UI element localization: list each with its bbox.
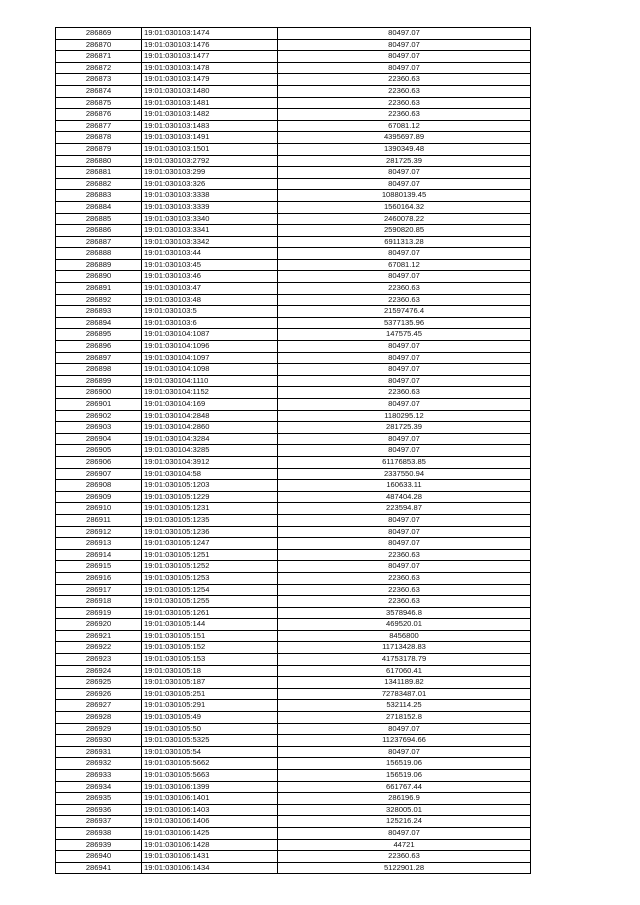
cadastral-number: 19:01:030106:1431 [142, 851, 278, 863]
table-row [56, 514, 531, 526]
cadastral-value: 1180295.12 [278, 410, 531, 422]
table-row [56, 167, 531, 179]
cadastral-value: 22360.63 [278, 596, 531, 608]
row-number: 286892 [56, 294, 142, 306]
cadastral-number: 19:01:030105:1255 [142, 596, 278, 608]
table-row [56, 735, 531, 747]
cadastral-number: 19:01:030103:2792 [142, 155, 278, 167]
cadastral-number: 19:01:030106:1434 [142, 862, 278, 874]
cadastral-number: 19:01:030105:54 [142, 746, 278, 758]
row-number: 286926 [56, 688, 142, 700]
cadastral-number: 19:01:030103:3339 [142, 201, 278, 213]
table-row [56, 862, 531, 874]
cadastral-number: 19:01:030103:3342 [142, 236, 278, 248]
cadastral-value: 6911313.28 [278, 236, 531, 248]
row-number: 286922 [56, 642, 142, 654]
cadastral-number: 19:01:030103:1480 [142, 85, 278, 97]
table-row [56, 456, 531, 468]
row-number: 286878 [56, 132, 142, 144]
table-row [56, 213, 531, 225]
row-number: 286924 [56, 665, 142, 677]
cadastral-number: 19:01:030105:152 [142, 642, 278, 654]
cadastral-value: 223594.87 [278, 503, 531, 515]
row-number: 286877 [56, 120, 142, 132]
cadastral-value: 80497.07 [278, 248, 531, 260]
table-row [56, 341, 531, 353]
row-number: 286927 [56, 700, 142, 712]
table-row [56, 654, 531, 666]
table-row [56, 584, 531, 596]
row-number: 286888 [56, 248, 142, 260]
table-row [56, 712, 531, 724]
cadastral-value: 80497.07 [278, 364, 531, 376]
row-number: 286884 [56, 201, 142, 213]
table-row [56, 839, 531, 851]
table-row [56, 700, 531, 712]
row-number: 286885 [56, 213, 142, 225]
row-number: 286880 [56, 155, 142, 167]
row-number: 286904 [56, 433, 142, 445]
cadastral-value: 61176853.85 [278, 456, 531, 468]
cadastral-value: 532114.25 [278, 700, 531, 712]
row-number: 286917 [56, 584, 142, 596]
row-number: 286875 [56, 97, 142, 109]
row-number: 286941 [56, 862, 142, 874]
cadastral-number: 19:01:030103:5 [142, 306, 278, 318]
cadastral-value: 5122901.28 [278, 862, 531, 874]
table-row [56, 352, 531, 364]
cadastral-number: 19:01:030104:169 [142, 399, 278, 411]
table-row [56, 62, 531, 74]
row-number: 286907 [56, 468, 142, 480]
table-row [56, 630, 531, 642]
cadastral-value: 80497.07 [278, 399, 531, 411]
row-number: 286930 [56, 735, 142, 747]
cadastral-number: 19:01:030104:3284 [142, 433, 278, 445]
cadastral-value: 10880139.45 [278, 190, 531, 202]
cadastral-number: 19:01:030106:1425 [142, 827, 278, 839]
cadastral-number: 19:01:030105:49 [142, 712, 278, 724]
cadastral-number: 19:01:030104:1110 [142, 375, 278, 387]
row-number: 286870 [56, 39, 142, 51]
row-number: 286921 [56, 630, 142, 642]
cadastral-number: 19:01:030106:1399 [142, 781, 278, 793]
cadastral-value: 22360.63 [278, 74, 531, 86]
row-number: 286908 [56, 480, 142, 492]
row-number: 286934 [56, 781, 142, 793]
cadastral-value: 22360.63 [278, 584, 531, 596]
table-row [56, 491, 531, 503]
table-row [56, 665, 531, 677]
cadastral-number: 19:01:030103:3340 [142, 213, 278, 225]
cadastral-number: 19:01:030103:47 [142, 283, 278, 295]
row-number: 286903 [56, 422, 142, 434]
cadastral-value: 80497.07 [278, 39, 531, 51]
cadastral-value: 80497.07 [278, 352, 531, 364]
table-row [56, 74, 531, 86]
row-number: 286906 [56, 456, 142, 468]
row-number: 286936 [56, 804, 142, 816]
row-number: 286910 [56, 503, 142, 515]
table-row [56, 387, 531, 399]
cadastral-number: 19:01:030103:1482 [142, 109, 278, 121]
table-row [56, 85, 531, 97]
cadastral-number: 19:01:030105:5325 [142, 735, 278, 747]
table-row [56, 317, 531, 329]
cadastral-value: 22360.63 [278, 85, 531, 97]
row-number: 286938 [56, 827, 142, 839]
cadastral-number: 19:01:030103:3338 [142, 190, 278, 202]
cadastral-value: 41753178.79 [278, 654, 531, 666]
cadastral-value: 281725.39 [278, 422, 531, 434]
table-row [56, 364, 531, 376]
row-number: 286869 [56, 28, 142, 40]
table-row [56, 28, 531, 40]
row-number: 286872 [56, 62, 142, 74]
table-row [56, 225, 531, 237]
cadastral-value: 80497.07 [278, 538, 531, 550]
row-number: 286940 [56, 851, 142, 863]
cadastral-value: 80497.07 [278, 526, 531, 538]
table-row [56, 538, 531, 550]
table-row [56, 607, 531, 619]
row-number: 286873 [56, 74, 142, 86]
row-number: 286931 [56, 746, 142, 758]
cadastral-number: 19:01:030105:1251 [142, 549, 278, 561]
cadastral-value: 22360.63 [278, 851, 531, 863]
table-row [56, 143, 531, 155]
cadastral-value: 21597476.4 [278, 306, 531, 318]
table-row [56, 51, 531, 63]
row-number: 286925 [56, 677, 142, 689]
row-number: 286881 [56, 167, 142, 179]
table-row [56, 804, 531, 816]
cadastral-number: 19:01:030104:3912 [142, 456, 278, 468]
cadastral-number: 19:01:030105:18 [142, 665, 278, 677]
row-number: 286900 [56, 387, 142, 399]
cadastral-number: 19:01:030104:1087 [142, 329, 278, 341]
cadastral-number: 19:01:030103:48 [142, 294, 278, 306]
cadastral-number: 19:01:030104:3285 [142, 445, 278, 457]
cadastral-number: 19:01:030105:1203 [142, 480, 278, 492]
row-number: 286896 [56, 341, 142, 353]
cadastral-value: 147575.45 [278, 329, 531, 341]
table-row [56, 306, 531, 318]
cadastral-number: 19:01:030104:1098 [142, 364, 278, 376]
table-row [56, 132, 531, 144]
table-row [56, 561, 531, 573]
table-row [56, 526, 531, 538]
cadastral-number: 19:01:030103:1478 [142, 62, 278, 74]
cadastral-value: 11237694.66 [278, 735, 531, 747]
cadastral-value: 67081.12 [278, 259, 531, 271]
table-row [56, 375, 531, 387]
row-number: 286898 [56, 364, 142, 376]
cadastral-number: 19:01:030106:1401 [142, 793, 278, 805]
row-number: 286935 [56, 793, 142, 805]
cadastral-number: 19:01:030105:1236 [142, 526, 278, 538]
cadastral-number: 19:01:030105:151 [142, 630, 278, 642]
cadastral-value: 160633.11 [278, 480, 531, 492]
cadastral-number: 19:01:030104:1152 [142, 387, 278, 399]
row-number: 286918 [56, 596, 142, 608]
cadastral-number: 19:01:030103:6 [142, 317, 278, 329]
table-row [56, 410, 531, 422]
row-number: 286905 [56, 445, 142, 457]
cadastral-number: 19:01:030105:1252 [142, 561, 278, 573]
table-row [56, 781, 531, 793]
table-row [56, 677, 531, 689]
cadastral-value: 80497.07 [278, 62, 531, 74]
row-number: 286909 [56, 491, 142, 503]
cadastral-value: 22360.63 [278, 97, 531, 109]
table-row [56, 190, 531, 202]
row-number: 286929 [56, 723, 142, 735]
table-row [56, 97, 531, 109]
cadastral-number: 19:01:030105:5663 [142, 770, 278, 782]
table-row [56, 619, 531, 631]
cadastral-value: 22360.63 [278, 294, 531, 306]
cadastral-number: 19:01:030105:5662 [142, 758, 278, 770]
cadastral-value: 80497.07 [278, 341, 531, 353]
cadastral-number: 19:01:030105:1231 [142, 503, 278, 515]
cadastral-value: 80497.07 [278, 514, 531, 526]
cadastral-number: 19:01:030105:1235 [142, 514, 278, 526]
row-number: 286893 [56, 306, 142, 318]
cadastral-number: 19:01:030105:1253 [142, 572, 278, 584]
row-number: 286889 [56, 259, 142, 271]
table-row [56, 445, 531, 457]
row-number: 286915 [56, 561, 142, 573]
table-row [56, 572, 531, 584]
cadastral-number: 19:01:030106:1428 [142, 839, 278, 851]
cadastral-value: 1560164.32 [278, 201, 531, 213]
table-row [56, 271, 531, 283]
table-row [56, 746, 531, 758]
cadastral-number: 19:01:030103:299 [142, 167, 278, 179]
table-row [56, 422, 531, 434]
cadastral-number: 19:01:030105:1247 [142, 538, 278, 550]
cadastral-number: 19:01:030104:2860 [142, 422, 278, 434]
cadastral-value: 2337550.94 [278, 468, 531, 480]
table-row [56, 503, 531, 515]
cadastral-value: 2718152.8 [278, 712, 531, 724]
cadastral-value: 80497.07 [278, 746, 531, 758]
row-number: 286890 [56, 271, 142, 283]
table-row [56, 155, 531, 167]
row-number: 286895 [56, 329, 142, 341]
table-row [56, 236, 531, 248]
table-row [56, 723, 531, 735]
cadastral-value: 661767.44 [278, 781, 531, 793]
cadastral-value: 80497.07 [278, 167, 531, 179]
cadastral-value: 328005.01 [278, 804, 531, 816]
row-number: 286911 [56, 514, 142, 526]
cadastral-number: 19:01:030104:58 [142, 468, 278, 480]
cadastral-number: 19:01:030105:1261 [142, 607, 278, 619]
table-row [56, 549, 531, 561]
cadastral-number: 19:01:030106:1406 [142, 816, 278, 828]
row-number: 286912 [56, 526, 142, 538]
row-number: 286887 [56, 236, 142, 248]
table-row [56, 688, 531, 700]
table-row [56, 827, 531, 839]
cadastral-value: 44721 [278, 839, 531, 851]
cadastral-number: 19:01:030103:326 [142, 178, 278, 190]
cadastral-value: 1390349.48 [278, 143, 531, 155]
cadastral-number: 19:01:030104:2848 [142, 410, 278, 422]
cadastral-number: 19:01:030103:1501 [142, 143, 278, 155]
cadastral-number: 19:01:030103:45 [142, 259, 278, 271]
cadastral-number: 19:01:030103:3341 [142, 225, 278, 237]
row-number: 286876 [56, 109, 142, 121]
row-number: 286920 [56, 619, 142, 631]
cadastral-number: 19:01:030104:1096 [142, 341, 278, 353]
cadastral-value: 617060.41 [278, 665, 531, 677]
cadastral-number: 19:01:030104:1097 [142, 352, 278, 364]
cadastral-number: 19:01:030105:144 [142, 619, 278, 631]
cadastral-value: 22360.63 [278, 109, 531, 121]
cadastral-value: 156519.06 [278, 770, 531, 782]
table-row [56, 109, 531, 121]
table-row [56, 770, 531, 782]
table-row [56, 816, 531, 828]
row-number: 286919 [56, 607, 142, 619]
table-row [56, 283, 531, 295]
cadastral-value: 80497.07 [278, 561, 531, 573]
row-number: 286939 [56, 839, 142, 851]
row-number: 286916 [56, 572, 142, 584]
row-number: 286871 [56, 51, 142, 63]
cadastral-value: 156519.06 [278, 758, 531, 770]
cadastral-number: 19:01:030103:1483 [142, 120, 278, 132]
cadastral-number: 19:01:030103:1474 [142, 28, 278, 40]
table-row [56, 120, 531, 132]
cadastral-number: 19:01:030103:44 [142, 248, 278, 260]
table-row [56, 480, 531, 492]
table-row [56, 294, 531, 306]
cadastral-value: 80497.07 [278, 445, 531, 457]
table-row [56, 248, 531, 260]
table-row [56, 596, 531, 608]
cadastral-value: 4395697.89 [278, 132, 531, 144]
row-number: 286902 [56, 410, 142, 422]
cadastral-value-table [55, 27, 531, 874]
cadastral-value: 2460078.22 [278, 213, 531, 225]
row-number: 286928 [56, 712, 142, 724]
cadastral-value: 80497.07 [278, 433, 531, 445]
table-row [56, 399, 531, 411]
cadastral-value: 8456800 [278, 630, 531, 642]
cadastral-value: 80497.07 [278, 723, 531, 735]
cadastral-value: 286196.9 [278, 793, 531, 805]
cadastral-value: 80497.07 [278, 271, 531, 283]
cadastral-number: 19:01:030105:50 [142, 723, 278, 735]
cadastral-value: 80497.07 [278, 827, 531, 839]
cadastral-number: 19:01:030105:153 [142, 654, 278, 666]
cadastral-number: 19:01:030105:251 [142, 688, 278, 700]
row-number: 286914 [56, 549, 142, 561]
row-number: 286883 [56, 190, 142, 202]
cadastral-value: 80497.07 [278, 28, 531, 40]
row-number: 286937 [56, 816, 142, 828]
cadastral-value: 11713428.83 [278, 642, 531, 654]
row-number: 286901 [56, 399, 142, 411]
cadastral-number: 19:01:030103:1481 [142, 97, 278, 109]
cadastral-number: 19:01:030103:46 [142, 271, 278, 283]
table-row [56, 642, 531, 654]
cadastral-value: 67081.12 [278, 120, 531, 132]
cadastral-value: 469520.01 [278, 619, 531, 631]
row-number: 286932 [56, 758, 142, 770]
table-row [56, 178, 531, 190]
row-number: 286899 [56, 375, 142, 387]
row-number: 286886 [56, 225, 142, 237]
table-row [56, 851, 531, 863]
row-number: 286894 [56, 317, 142, 329]
row-number: 286882 [56, 178, 142, 190]
cadastral-number: 19:01:030103:1479 [142, 74, 278, 86]
table-row [56, 259, 531, 271]
table-row [56, 329, 531, 341]
table-row [56, 793, 531, 805]
cadastral-number: 19:01:030105:1254 [142, 584, 278, 596]
table-row [56, 201, 531, 213]
cadastral-value: 22360.63 [278, 283, 531, 295]
row-number: 286933 [56, 770, 142, 782]
cadastral-value: 281725.39 [278, 155, 531, 167]
row-number: 286923 [56, 654, 142, 666]
cadastral-value: 22360.63 [278, 572, 531, 584]
cadastral-value: 5377135.96 [278, 317, 531, 329]
table-row [56, 39, 531, 51]
cadastral-value: 80497.07 [278, 178, 531, 190]
cadastral-number: 19:01:030105:187 [142, 677, 278, 689]
cadastral-value: 22360.63 [278, 549, 531, 561]
table-row [56, 433, 531, 445]
cadastral-value: 80497.07 [278, 51, 531, 63]
cadastral-number: 19:01:030105:291 [142, 700, 278, 712]
table-body [56, 28, 531, 874]
table-row [56, 758, 531, 770]
cadastral-value: 3578946.8 [278, 607, 531, 619]
row-number: 286879 [56, 143, 142, 155]
cadastral-value: 125216.24 [278, 816, 531, 828]
cadastral-number: 19:01:030103:1477 [142, 51, 278, 63]
row-number: 286874 [56, 85, 142, 97]
cadastral-value: 80497.07 [278, 375, 531, 387]
cadastral-number: 19:01:030105:1229 [142, 491, 278, 503]
cadastral-number: 19:01:030106:1403 [142, 804, 278, 816]
cadastral-value: 2590820.85 [278, 225, 531, 237]
row-number: 286913 [56, 538, 142, 550]
cadastral-value: 22360.63 [278, 387, 531, 399]
table-row [56, 468, 531, 480]
cadastral-value: 487404.28 [278, 491, 531, 503]
cadastral-number: 19:01:030103:1491 [142, 132, 278, 144]
cadastral-number: 19:01:030103:1476 [142, 39, 278, 51]
row-number: 286897 [56, 352, 142, 364]
row-number: 286891 [56, 283, 142, 295]
cadastral-value: 1341189.82 [278, 677, 531, 689]
cadastral-value: 72783487.01 [278, 688, 531, 700]
